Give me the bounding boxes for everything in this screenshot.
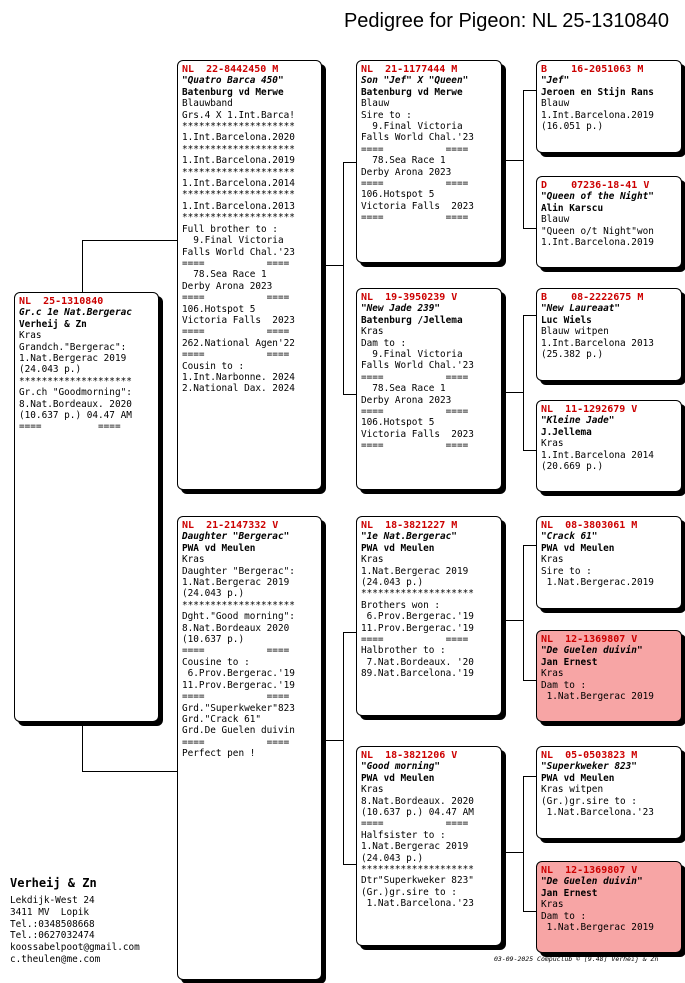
breeder-name: Batenburg /Jellema: [361, 314, 463, 326]
pigeon-card-sire: [177, 60, 322, 490]
info-line: (10.637 p.) 04.47 AM: [19, 410, 132, 422]
info-line: ********************: [182, 143, 295, 155]
pigeon-name: "Queen of the Night": [541, 191, 654, 203]
info-line: ==== ====: [182, 257, 290, 269]
info-line: 78.Sea Race 1: [361, 155, 446, 167]
owner-phone: Tel.:0627032474: [10, 930, 95, 942]
info-line: ==== ====: [182, 349, 290, 361]
info-line: ********************: [182, 189, 295, 201]
breeder-name: Luc Wiels: [541, 314, 592, 326]
info-line: Kras: [361, 326, 384, 338]
connector-line: [523, 776, 524, 911]
info-line: ==== ====: [19, 421, 121, 433]
info-line: (24.043 p.): [361, 852, 424, 864]
pigeon-name: Daughter "Bergerac": [182, 531, 290, 543]
info-line: (24.043 p.): [361, 577, 424, 589]
info-line: Victoria Falls 2023: [182, 314, 295, 326]
info-line: ********************: [19, 375, 132, 387]
pigeon-name: "1e Nat.Bergerac": [361, 531, 457, 543]
info-line: ********************: [182, 599, 295, 611]
info-line: 6.Prov.Bergerac.'19: [182, 668, 295, 680]
connector-line: [343, 162, 344, 394]
info-line: 8.Nat.Bordeaux. 2020: [19, 398, 132, 410]
pigeon-name: "De Guelen duivin": [541, 876, 643, 888]
info-line: Kras: [182, 554, 205, 566]
info-line: (10.637 p.) 04.47 AM: [361, 807, 474, 819]
pigeon-name: "New Laureaat": [541, 303, 621, 315]
info-line: ********************: [182, 166, 295, 178]
connector-line: [502, 160, 523, 161]
connector-line: [523, 545, 524, 680]
info-line: Cousine to :: [182, 656, 250, 668]
info-line: 1.Int.Barcelona.2019: [182, 155, 295, 167]
info-line: Grs.4 X 1.Int.Barca!: [182, 109, 295, 121]
info-line: 1.Nat.Bergerac 2019: [361, 841, 469, 853]
info-line: (25.382 p.): [541, 349, 604, 361]
info-line: 9.Final Victoria: [361, 349, 463, 361]
connector-line: [322, 740, 343, 741]
owner-postcode: 3411 MV Lopik: [10, 906, 90, 918]
info-line: 9.Final Victoria: [182, 235, 284, 247]
breeder-name: PWA vd Meulen: [541, 542, 615, 554]
pigeon-name: "Superkweker 823": [541, 761, 637, 773]
connector-line: [82, 240, 178, 241]
connector-line: [523, 90, 537, 91]
info-line: Sire to :: [361, 109, 412, 121]
footer-credit: 03-09-2025 Compuclub © [9.48] Verheij & Zn: [494, 955, 659, 963]
breeder-name: Jan Ernest: [541, 887, 598, 899]
ring-number: NL 11-1292679 V: [541, 404, 638, 415]
ring-number: NL 12-1369807 V: [541, 865, 638, 876]
connector-line: [502, 852, 523, 853]
info-line: Blauw: [541, 214, 570, 226]
connector-line: [343, 632, 344, 864]
connector-line: [322, 265, 343, 266]
owner-address: Lekdijk-West 24: [10, 895, 95, 906]
pigeon-card-sire-dam: [356, 288, 502, 490]
info-line: Kras witpen: [541, 784, 604, 796]
info-line: Dam to :: [541, 910, 587, 922]
info-line: 11.Prov.Bergerac.'19: [361, 622, 474, 634]
pigeon-card-dam-sire-sire: [536, 516, 682, 609]
pigeon-card-dam: [177, 516, 322, 980]
connector-line: [343, 864, 357, 865]
info-line: 1.Int.Barcelona.2019: [541, 237, 654, 249]
info-line: Dtr"Superkweker 823": [361, 875, 474, 887]
info-line: Derby Arona 2023: [182, 280, 273, 292]
info-line: ==== ====: [182, 292, 290, 304]
info-line: Brothers won :: [361, 599, 441, 611]
info-line: 8.Nat.Bordeaux. 2020: [361, 795, 474, 807]
info-line: 1.Nat.Barcelona.'23: [361, 898, 474, 910]
connector-line: [523, 315, 537, 316]
info-line: 106.Hotspot 5: [361, 189, 435, 201]
pigeon-name: Gr.c 1e Nat.Bergerac: [19, 307, 132, 319]
ring-number: NL 08-3803061 M: [541, 520, 638, 531]
breeder-name: Alin Karscu: [541, 202, 604, 214]
info-line: (20.669 p.): [541, 461, 604, 473]
info-line: Blauwband: [182, 98, 233, 110]
connector-line: [523, 228, 537, 229]
info-line: ==== ====: [361, 406, 469, 418]
pigeon-card-sire-sire-sire: [536, 60, 682, 153]
info-line: Kras: [541, 668, 564, 680]
info-line: Dght."Good morning":: [182, 611, 295, 623]
connector-line: [523, 90, 524, 228]
info-line: Grd.De Guelen duivin: [182, 725, 295, 737]
info-line: ==== ====: [361, 143, 469, 155]
info-line: Blauw witpen: [541, 326, 609, 338]
info-line: 1.Int.Barcelona.2019: [541, 109, 654, 121]
pigeon-card-subject: [14, 292, 159, 722]
info-line: ==== ====: [182, 736, 290, 748]
info-line: (16.051 p.): [541, 121, 604, 133]
pigeon-card-dam-sire-dam: [536, 630, 682, 722]
info-line: Kras: [541, 899, 564, 911]
connector-line: [523, 545, 537, 546]
info-line: 1.Int.Narbonne. 2024: [182, 371, 295, 383]
breeder-name: Batenburg vd Merwe: [361, 86, 463, 98]
info-line: Derby Arona 2023: [361, 394, 452, 406]
breeder-name: Verheij & Zn: [19, 318, 87, 330]
ring-number: NL 18-3821227 M: [361, 520, 458, 531]
info-line: 1.Int.Barcelona.2014: [182, 178, 295, 190]
connector-line: [82, 771, 178, 772]
info-line: 2.National Dax. 2024: [182, 383, 295, 395]
breeder-name: PWA vd Meulen: [182, 542, 256, 554]
ring-number: NL 22-8442450 M: [182, 64, 279, 75]
info-line: ==== ====: [361, 371, 469, 383]
info-line: ==== ====: [361, 178, 469, 190]
ring-number: NL 25-1310840: [19, 296, 104, 307]
breeder-name: PWA vd Meulen: [361, 542, 435, 554]
owner-name: Verheij & Zn: [10, 876, 97, 890]
info-line: Falls World Chal.'23: [361, 132, 474, 144]
info-line: Full brother to :: [182, 223, 278, 235]
info-line: (Gr.)gr.sire to :: [361, 886, 457, 898]
info-line: Kras: [361, 784, 384, 796]
info-line: "Queen o/t Night"won: [541, 225, 654, 237]
pigeon-name: Son "Jef" X "Queen": [361, 75, 469, 87]
info-line: ********************: [182, 212, 295, 224]
info-line: Dam to :: [541, 679, 587, 691]
pigeon-name: "Quatro Barca 450": [182, 75, 284, 87]
pigeon-name: "De Guelen duivin": [541, 645, 643, 657]
info-line: Blauw: [361, 98, 390, 110]
pigeon-card-sire-dam-sire: [536, 288, 682, 381]
breeder-name: J.Jellema: [541, 426, 592, 438]
connector-line: [523, 315, 524, 450]
info-line: (24.043 p.): [19, 364, 82, 376]
info-line: 1.Nat.Bergerac.2019: [541, 577, 654, 589]
page-title: Pedigree for Pigeon: NL 25-1310840: [343, 10, 669, 32]
pigeon-name: "Good morning": [361, 761, 441, 773]
connector-line: [523, 911, 537, 912]
ring-number: D 07236-18-41 V: [541, 180, 650, 191]
pigeon-card-dam-dam-sire: [536, 746, 682, 839]
info-line: 78.Sea Race 1: [361, 383, 446, 395]
connector-line: [343, 632, 357, 633]
info-line: ==== ====: [182, 691, 290, 703]
connector-line: [343, 162, 357, 163]
breeder-name: Jan Ernest: [541, 656, 598, 668]
breeder-name: Jeroen en Stijn Rans: [541, 86, 654, 98]
connector-line: [82, 722, 83, 772]
info-line: Dam to :: [361, 337, 407, 349]
info-line: 78.Sea Race 1: [182, 269, 267, 281]
pigeon-card-sire-sire-dam: [536, 176, 682, 268]
owner-info: [10, 876, 140, 966]
info-line: Kras: [541, 438, 564, 450]
info-line: Halbrother to :: [361, 645, 446, 657]
info-line: 6.Prov.Bergerac.'19: [361, 611, 474, 623]
breeder-name: Batenburg vd Merwe: [182, 86, 284, 98]
info-line: ********************: [361, 588, 474, 600]
owner-email: c.theulen@me.com: [10, 953, 101, 965]
info-line: Daughter "Bergerac":: [182, 565, 295, 577]
pigeon-name: "Crack 61": [541, 531, 598, 543]
ring-number: NL 21-1177444 M: [361, 64, 458, 75]
info-line: ==== ====: [361, 212, 469, 224]
info-line: 262.National Agen'22: [182, 337, 295, 349]
info-line: 1.Nat.Bergerac 2019: [182, 577, 290, 589]
connector-line: [523, 450, 537, 451]
connector-line: [82, 240, 83, 292]
info-line: Cousin to :: [182, 360, 245, 372]
ring-number: NL 18-3821206 V: [361, 750, 458, 761]
info-line: Kras: [19, 330, 42, 342]
info-line: 11.Prov.Bergerac.'19: [182, 679, 295, 691]
info-line: (10.637 p.): [182, 634, 245, 646]
info-line: 1.Int.Barcelona 2014: [541, 449, 654, 461]
info-line: Kras: [361, 554, 384, 566]
info-line: ==== ====: [361, 440, 469, 452]
info-line: Derby Arona 2023: [361, 166, 452, 178]
info-line: ********************: [361, 864, 474, 876]
info-line: Victoria Falls 2023: [361, 200, 474, 212]
ring-number: NL 21-2147332 V: [182, 520, 279, 531]
connector-line: [523, 776, 537, 777]
info-line: Halfsister to :: [361, 829, 446, 841]
info-line: (Gr.)gr.sire to :: [541, 795, 637, 807]
pigeon-card-dam-sire: [356, 516, 502, 716]
ring-number: NL 19-3950239 V: [361, 292, 458, 303]
info-line: 1.Int.Barcelona 2013: [541, 337, 654, 349]
breeder-name: PWA vd Meulen: [541, 772, 615, 784]
info-line: 1.Nat.Bergerac 2019: [541, 922, 654, 934]
info-line: 1.Int.Barcelona.2013: [182, 200, 295, 212]
info-line: Grandch."Bergerac":: [19, 341, 127, 353]
info-line: Falls World Chal.'23: [182, 246, 295, 258]
info-line: Blauw: [541, 98, 570, 110]
info-line: ==== ====: [182, 326, 290, 338]
breeder-name: PWA vd Meulen: [361, 772, 435, 784]
info-line: 9.Final Victoria: [361, 121, 463, 133]
info-line: Grd."Superkweker"823: [182, 702, 295, 714]
info-line: (24.043 p.): [182, 588, 245, 600]
connector-line: [523, 680, 537, 681]
info-line: ********************: [182, 121, 295, 133]
info-line: 1.Nat.Bergerac 2019: [541, 691, 654, 703]
info-line: Gr.ch "Goodmorning":: [19, 387, 132, 399]
info-line: 89.Nat.Barcelona.'19: [361, 668, 474, 680]
pigeon-card-dam-dam: [356, 746, 502, 946]
pigeon-card-sire-dam-dam: [536, 400, 682, 492]
ring-number: NL 12-1369807 V: [541, 634, 638, 645]
pigeon-card-dam-dam-dam: [536, 861, 682, 953]
connector-line: [502, 620, 523, 621]
info-line: 1.Nat.Bergerac 2019: [361, 565, 469, 577]
pigeon-name: "Jef": [541, 75, 570, 87]
info-line: Falls World Chal.'23: [361, 360, 474, 372]
ring-number: B 16-2051063 M: [541, 64, 644, 75]
info-line: ==== ====: [361, 634, 469, 646]
info-line: Victoria Falls 2023: [361, 428, 474, 440]
info-line: 7.Nat.Bordeaux. '20: [361, 656, 474, 668]
info-line: 106.Hotspot 5: [182, 303, 256, 315]
info-line: 1.Nat.Barcelona.'23: [541, 807, 654, 819]
ring-number: NL 05-0503823 M: [541, 750, 638, 761]
info-line: 106.Hotspot 5: [361, 417, 435, 429]
info-line: Grd."Crack 61": [182, 713, 262, 725]
info-line: ==== ====: [361, 818, 469, 830]
connector-line: [343, 394, 357, 395]
info-line: 8.Nat.Bordeaux 2020: [182, 622, 290, 634]
info-line: ==== ====: [182, 645, 290, 657]
pigeon-card-sire-sire: [356, 60, 502, 263]
ring-number: B 08-2222675 M: [541, 292, 644, 303]
owner-email: koossabelpoot@gmail.com: [10, 942, 140, 954]
info-line: 1.Nat.Bergerac 2019: [19, 353, 127, 365]
pigeon-name: "Kleine Jade": [541, 415, 615, 427]
info-line: Perfect pen !: [182, 748, 256, 760]
owner-phone: Tel.:0348508668: [10, 918, 95, 930]
info-line: 1.Int.Barcelona.2020: [182, 132, 295, 144]
connector-line: [502, 392, 523, 393]
info-line: Kras: [541, 554, 564, 566]
pigeon-name: "New Jade 239": [361, 303, 441, 315]
info-line: Sire to :: [541, 565, 592, 577]
